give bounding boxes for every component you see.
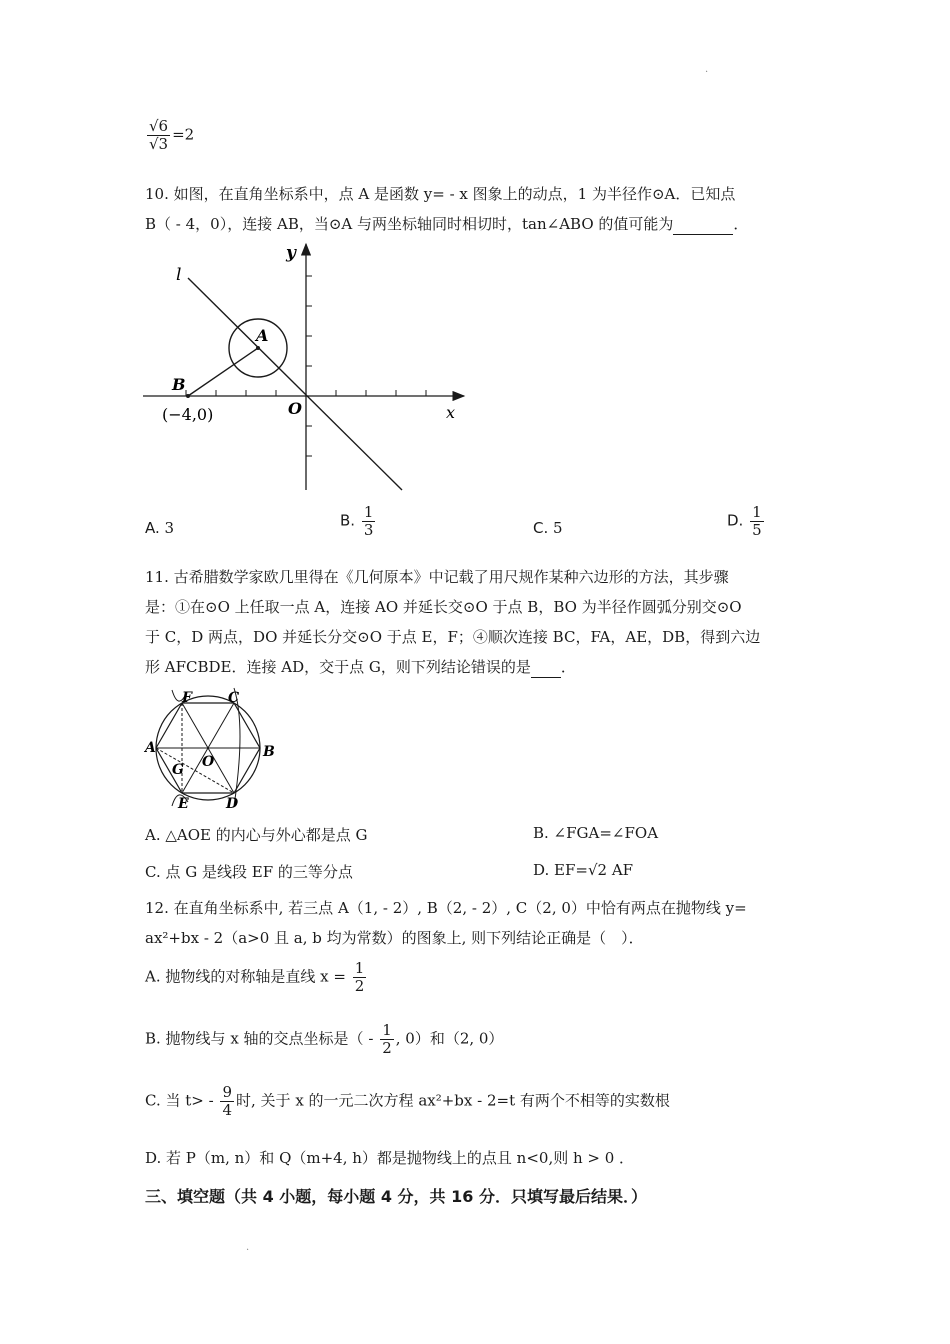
line-l [188,278,402,490]
segment-ab [188,348,258,396]
label-l: l [176,265,182,285]
stray-dot: . [705,64,709,75]
label-b-coord: (−4,0) [162,405,214,424]
q12-line1: 12. 在直角坐标系中, 若三点 A（1, - 2）, B（2, - 2）, C（2, 0）中恰有两点在抛物线 y= [145,899,747,917]
q11-option-c[interactable]: C. 点 G 是线段 EF 的三等分点 [145,863,353,881]
section3-heading: 三、填空题（共 4 小题，每小题 4 分，共 16 分．只填写最后结果．） [145,1187,647,1206]
q12-number: 12. [145,899,169,917]
formula-numerator: √6 [149,117,169,135]
label-c: C [228,690,240,706]
q10-line1 [145,184,735,204]
label-d: D [226,796,239,812]
q11-number: 11. [145,568,169,586]
label-b: B [172,375,186,394]
label-e: E [178,796,189,812]
q10-option-a[interactable]: A. 3 [145,519,175,537]
q10-option-c[interactable]: C. 5 [533,519,563,537]
stray-dot: . [246,1242,250,1253]
q10-option-d[interactable]: D. $\frac{1}{5}$ [727,503,762,539]
label-b: B [263,744,275,760]
q12-option-c[interactable]: C. 当 t> - $\frac{9}{4}$ 时, 关于 x 的一元二次方程 ax²+bx - 2=t 有两个不相等的实数根 [145,1083,670,1119]
q11-option-b[interactable]: B. ∠FGA=∠FOA [533,824,659,842]
q11-option-d[interactable]: D. EF=√2 AF [533,861,634,879]
formula-rest: =2 [172,125,195,144]
label-g: G [172,762,184,778]
q10-text2-end: ． [733,215,749,233]
label-a: A [256,326,269,345]
q11-line1: 11. 古希腊数学家欧几里得在《几何原本》中记载了用尺规作某种六边形的方法，其步骤 [145,568,729,586]
label-x: x [446,403,456,422]
formula-denominator: √3 [149,135,169,153]
label-o: O [288,399,302,418]
q11-answer-blank[interactable] [531,657,561,678]
label-o: O [202,754,215,770]
q10-option-b[interactable]: B. $\frac{1}{3}$ [340,503,374,539]
point-b [186,394,190,398]
q11-option-a[interactable]: A. △AOE 的内心与外心都是点 G [145,826,368,844]
q11-figure [142,686,282,814]
q10-figure [138,238,473,498]
q12-option-b[interactable]: B. 抛物线与 x 轴的交点坐标是（ - $\frac{1}{2}$ , 0）和（2, 0） [145,1021,504,1057]
point-a [256,346,260,350]
q10-number: 10. [145,185,169,203]
q11-line4: 形 AFCBDE．连接 AD，交于点 G，则下列结论错误的是 ． [145,658,576,676]
q12-option-a[interactable]: A. 抛物线的对称轴是直线 x = $\frac{1}{2}$ [145,959,365,995]
top-formula [145,118,194,153]
label-f: F [182,690,192,706]
q12-option-d[interactable]: D. 若 P（m, n）和 Q（m+4, h）都是抛物线上的点且 n<0,则 h > 0 ． [145,1149,635,1167]
line-ad-dashed [156,748,234,793]
q10-text2: B（ - 4，0），连接 AB，当⊙A 与两坐标轴同时相切时，tan∠ABO 的值可能为 [145,215,674,233]
label-y: y [286,243,296,263]
q12-line2: ax²+bx - 2（a>0 且 a, b 均为常数）的图象上, 则下列结论正确是（ ）． [145,929,644,947]
q10-text1: 如图，在直角坐标系中，点 A 是函数 y= - x 图象上的动点，1 为半径作⊙A．已知点 [173,185,736,203]
label-a: A [145,740,156,756]
q11-line3: 于 C，D 两点，DO 并延长分交⊙O 于点 E，F；④顺次连接 BC，FA，AE，DB，得到六边 [145,628,761,646]
q10-line2 [145,214,748,235]
q11-line2: 是：①在⊙O 上任取一点 A，连接 AO 并延长交⊙O 于点 B，BO 为半径作圆弧分别交⊙O [145,598,742,616]
q10-answer-blank[interactable] [673,214,733,235]
